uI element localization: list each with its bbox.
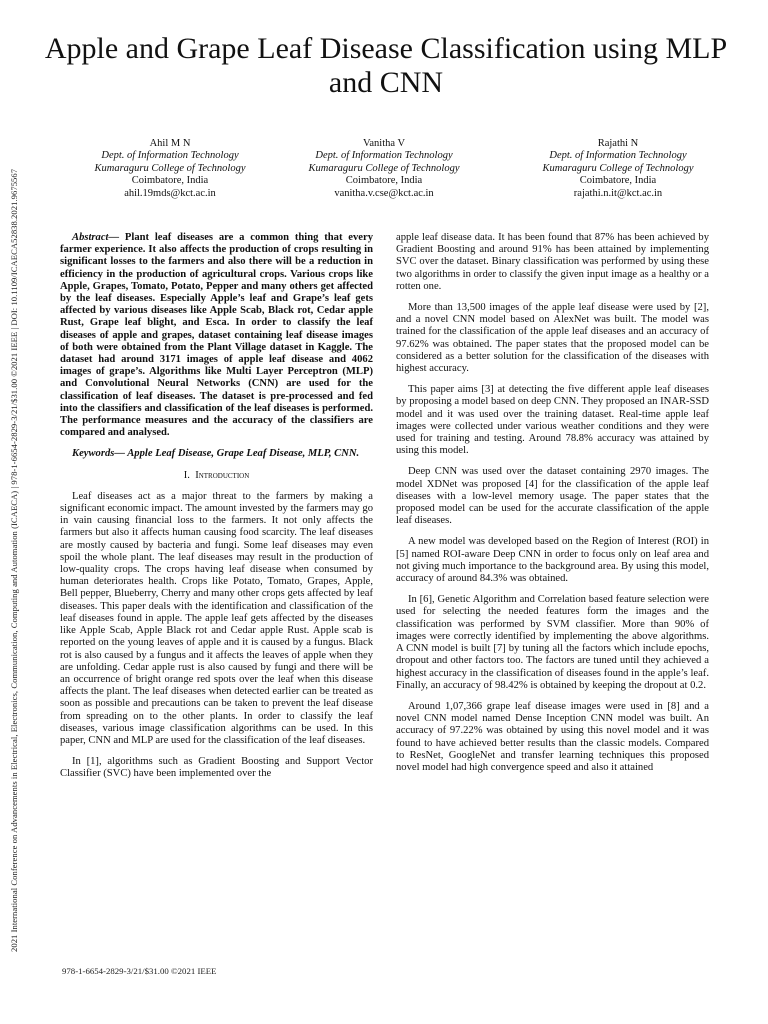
footer-copyright: 978-1-6654-2829-3/21/$31.00 ©2021 IEEE <box>62 966 217 976</box>
paragraph: In [6], Genetic Algorithm and Correlation based feature selection were used for selecting the needed features form the images and the classification was performed by SVM classifier. More than 90% of images were correctly identified by implementing the above algorithms. A CNN model is built [7] by tuning all the factors which include epochs, dropout and other factors too. The factors are tuned until they achieved a highest accuracy in the classification of diseases found in the apple’s leaf. Finally, an accuracy of 98.42% is obtained by keeping the dropout at 0.2. <box>396 594 709 691</box>
paragraph: In [1], algorithms such as Gradient Boosting and Support Vector Classifier (SVC) have been implemented over the <box>60 756 373 780</box>
author-email: vanitha.v.cse@kct.ac.in <box>334 187 434 199</box>
paragraph: A new model was developed based on the Region of Interest (ROI) in [5] named ROI-aware Deep CNN in order to focus only on leaf area and not giving much importance to the background area. By using this model, accuracy of around 84.3% was obtained. <box>396 536 709 585</box>
author-college: Kumaraguru College of Technology <box>308 162 460 174</box>
abstract <box>60 232 373 439</box>
author-email: rajathi.n.it@kct.ac.in <box>573 187 663 199</box>
author-college: Kumaraguru College of Technology <box>542 162 694 174</box>
side-doi-text: 2021 International Conference on Advancements in Electrical, Electronics, Communication, Computing and Automation (ICAECA) | 978-1-6654-2829-3/21/$31.00 ©2021 IEEE | DOI: 10.1109/ICAECA52838.2021.9675567 <box>9 168 19 952</box>
paragraph: apple leaf disease data. It has been found that 87% has been achieved by Gradient Boosting and around 91% has been attained by implementing SVC over the dataset. Binary classification was performed by using these two algorithms in order to classify the given input image as a healthy or a rotten one. <box>396 232 709 292</box>
keywords-label: Keywords— <box>72 448 125 460</box>
author-city: Coimbatore, India <box>345 175 423 187</box>
author-1 <box>60 138 280 200</box>
section-heading-introduction <box>60 470 373 482</box>
paragraph: More than 13,500 images of the apple leaf disease were used by [2], and a novel CNN model based on AlexNet was built. The model was trained for the classification of the apple leaf diseases and an accuracy of 97.62% was obtained. The paper states that the proposed model can be considered as a better solution for the classification of the diseases with highest accuracy. <box>396 302 709 375</box>
author-name: Vanitha V <box>362 138 406 149</box>
author-city: Coimbatore, India <box>579 175 657 187</box>
keywords <box>60 448 373 460</box>
paragraph: Around 1,07,366 grape leaf disease images were used in [8] and a novel CNN model named Dense Inception CNN model was built. An accuracy of 97.22% was obtained by using this novel model and it was found to have achieved better results than the classic models. Compared to ResNet, GoogleNet and transfer learning techniques this proposed novel model had high convergence speed and also it attained <box>396 700 709 773</box>
right-column <box>396 232 709 783</box>
author-name: Rajathi N <box>597 138 639 149</box>
author-email: ahil.19mds@kct.ac.in <box>124 187 216 199</box>
section-title: Introduction <box>195 469 250 481</box>
author-college: Kumaraguru College of Technology <box>94 162 246 174</box>
author-name: Ahil M N <box>149 138 191 149</box>
author-city: Coimbatore, India <box>131 175 209 187</box>
author-dept: Dept. of Information Technology <box>549 150 687 162</box>
section-number: I. <box>183 469 190 481</box>
author-2 <box>274 138 494 200</box>
paragraph: This paper aims [3] at detecting the five different apple leaf diseases by proposing a model based on deep CNN. They proposed an INAR-SSD model and it was used over the training dataset. Real-time apple leaf images were collected under various weather conditions and they were used for training and testing. Around 78.8% accuracy was attained by using this model. <box>396 384 709 457</box>
paragraph: Leaf diseases act as a major threat to the farmers by making a significant economic impact. The amount invested by the farmers may go in vain causing financial loss to the farmers. It not only affects the farmers but also it affects human causing food scarcity. The leaf diseases are mostly caused by bacteria and fungi. Some leaf diseases may even spoil the whole plant. The leaf diseases may result in the production of low-quality crops. The crops having leaf disease when consumed by human deteriorates health. Crops like Potato, Tomato, Grapes, Apple, Bell pepper, Blueberry, Cherry and many other crops gets affected by leaf diseases. This paper deals with the identification and classification of the leaf diseases found in apple. The apple leaf gets affected by the diseases like Apple Scab, Apple Black rot and Cedar apple Rust. Apple scab is reported on the young leaves of apple and it is caused by a fungus. Black rot is also caused by a fungus and it affects the leaves of apple when they are unfolding. Cedar apple rust is also caused by fungi and there will be an occurrence of bright orange red spots over the leaf when this disease affects the plant. The leaf diseases when detected earlier can be treated as soon as possible and precautions can be taken to prevent the leaf disease from spreading on to the other plants. In order to classify the leaf diseases, various image classification algorithms can be used. In this paper, CNN and MLP are used for the classification of the leaf diseases. <box>60 490 373 746</box>
paragraph: Deep CNN was used over the dataset containing 2970 images. The model XDNet was proposed [4] for the classification of the apple leaf diseases with a low-level memory usage. The paper states that the proposed model can be used for the accurate classification of the apple leaf diseases. <box>396 466 709 527</box>
side-doi-strip <box>6 72 24 952</box>
abstract-label: Abstract— <box>72 232 120 243</box>
abstract-text: Plant leaf diseases are a common thing that every farmer experience. It also affects the production of crops resulting in significant losses to the farmers and also there will be a reduction in efficiency in the production of agricultural crops. Various crops like Apple, Grapes, Tomato, Potato, Pepper and many others get affected by the leaf diseases. Especially Apple’s leaf and Grape’s leaf gets affected by various diseases like Apple Scab, Black rot, Cedar apple Rust, Grape leaf blight, and Esca. In order to classify the leaf diseases of apple and grapes, dataset containing leaf disease images of both were obtained from the Plant Village dataset in Kaggle. The dataset had around 3171 images of apple leaf disease and 4062 images of grape’s. Algorithms like Multi Layer Perceptron (MLP) and Convolutional Neural Networks (CNN) are used for the classification of leaf diseases. The dataset is pre-processed and fed into the classifiers and classification of the leaf diseases is performed. The performance measures and the accuracy of the classifiers are compared and analysed. <box>60 232 373 439</box>
left-column <box>60 232 373 790</box>
paper-title: Apple and Grape Leaf Disease Classification using MLP and CNN <box>44 32 728 99</box>
author-dept: Dept. of Information Technology <box>315 150 453 162</box>
author-dept: Dept. of Information Technology <box>101 150 239 162</box>
author-3 <box>508 138 728 200</box>
keywords-text: Apple Leaf Disease, Grape Leaf Disease, MLP, CNN. <box>127 448 360 460</box>
